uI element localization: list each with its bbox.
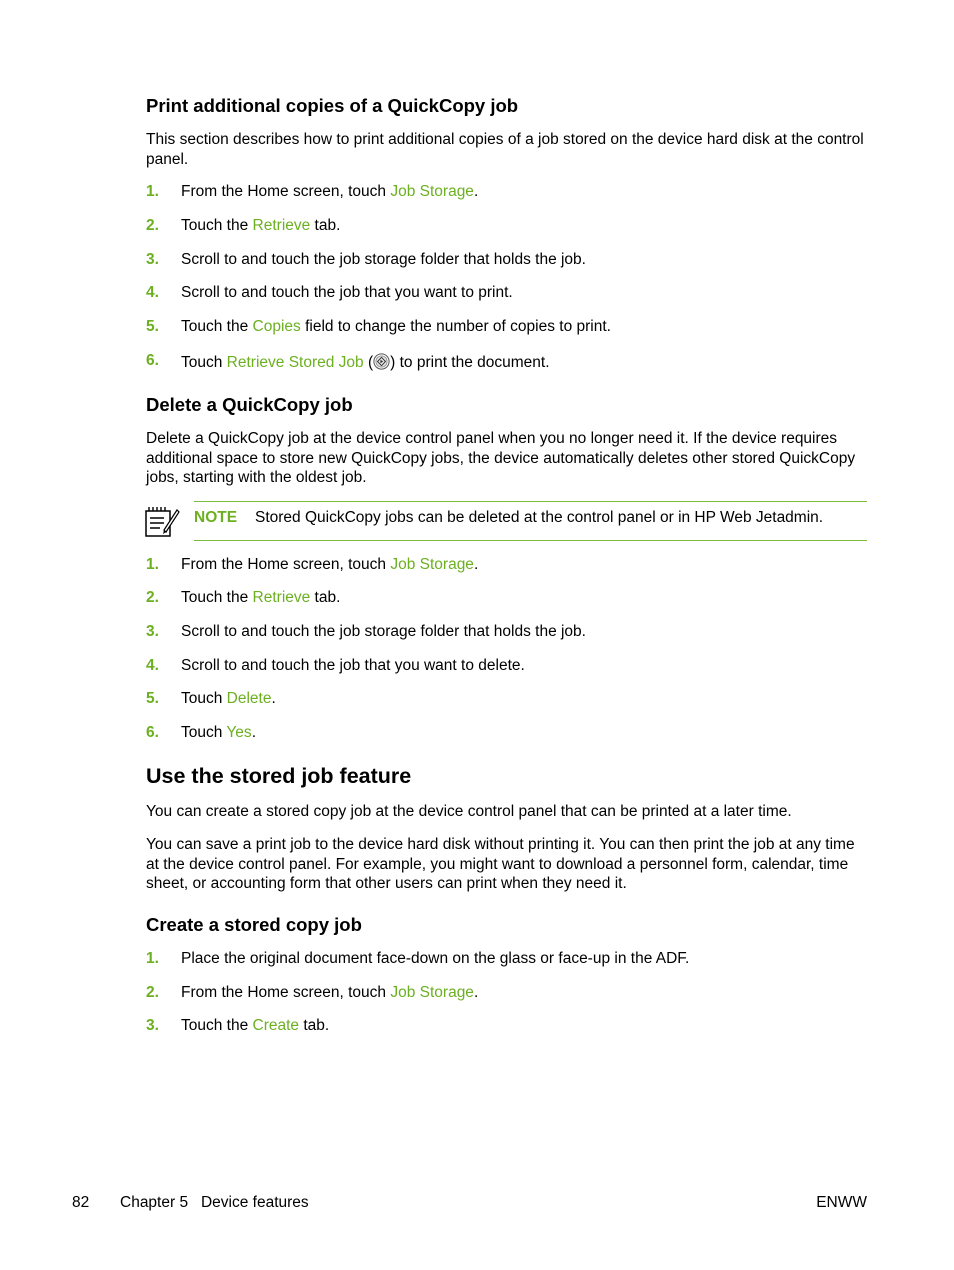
step-number: 1. <box>146 950 159 967</box>
step-text: Touch the <box>181 589 253 606</box>
stored-job-paragraph: You can create a stored copy job at the device control panel that can be printed at a later time. <box>146 803 792 820</box>
ui-term: Delete <box>226 690 272 707</box>
step-number: 2. <box>146 984 159 1001</box>
note-top-rule <box>194 501 867 502</box>
page-number: 82 <box>72 1194 90 1211</box>
ui-term: Job Storage <box>390 556 474 573</box>
step-text: ) to print the document. <box>390 354 550 371</box>
step-text: . <box>473 556 479 573</box>
step-text: Touch the <box>181 318 253 335</box>
step-text: Scroll to and touch the job storage folder that holds the job. <box>181 251 586 268</box>
step-number: 2. <box>146 589 159 606</box>
step-text: Touch <box>181 724 227 741</box>
print-copies-intro: This section describes how to print additional copies of a job stored on the device hard disk at the control panel. <box>146 131 864 168</box>
step-text: Touch the <box>181 217 253 234</box>
step-number: 4. <box>146 284 159 301</box>
step-text: Scroll to and touch the job storage folder that holds the job. <box>181 623 586 640</box>
ui-term: Retrieve Stored Job <box>226 354 364 371</box>
step-text: . <box>473 984 479 1001</box>
step-number: 5. <box>146 318 159 335</box>
section-heading-stored-job: Use the stored job feature <box>146 764 412 788</box>
step-text: tab. <box>310 589 341 606</box>
ui-term: Retrieve <box>252 589 311 606</box>
step-text: . <box>251 724 256 741</box>
step-text: . <box>271 690 276 707</box>
step-text: tab. <box>310 217 341 234</box>
step-number: 3. <box>146 251 159 268</box>
step-text: field to change the number of copies to print. <box>300 318 611 335</box>
note-pad-icon <box>144 504 180 538</box>
step-text: Touch <box>181 690 227 707</box>
note-label: NOTE <box>194 509 238 526</box>
step-number: 6. <box>146 352 159 369</box>
step-number: 5. <box>146 690 159 707</box>
start-button-icon <box>373 353 390 370</box>
step-number: 1. <box>146 183 159 200</box>
step-number: 3. <box>146 623 159 640</box>
step-text: ( <box>363 354 374 371</box>
step-text: Scroll to and touch the job that you want to print. <box>181 284 513 301</box>
ui-term: Job Storage <box>390 183 474 200</box>
section-heading-print-copies: Print additional copies of a QuickCopy job <box>146 95 519 116</box>
note-bottom-rule <box>194 540 867 541</box>
step-text: From the Home screen, touch <box>181 183 391 200</box>
ui-term: Job Storage <box>390 984 474 1001</box>
step-text: Scroll to and touch the job that you want to delete. <box>181 657 525 674</box>
delete-job-intro: Delete a QuickCopy job at the device control panel when you no longer need it. If the device requires additional space to store new QuickCopy jobs, the device automatically deletes other stored QuickCopy jobs, starting with the oldest job. <box>146 430 856 486</box>
footer-enww: ENWW <box>816 1194 867 1211</box>
ui-term: Retrieve <box>252 217 311 234</box>
step-number: 1. <box>146 556 159 573</box>
step-number: 6. <box>146 724 159 741</box>
ui-term: Yes <box>226 724 252 741</box>
step-text: Touch the <box>181 1017 253 1034</box>
section-heading-delete-job: Delete a QuickCopy job <box>146 394 353 415</box>
step-number: 4. <box>146 657 159 674</box>
section-heading-create-job: Create a stored copy job <box>146 914 362 935</box>
stored-job-paragraph: You can save a print job to the device hard disk without printing it. You can then print the job at any time at the device control panel. For example, you might want to download a personnel form, calendar, time sheet, or accounting form that other users can print when they need it. <box>146 836 855 892</box>
step-text: Touch <box>181 354 227 371</box>
footer-chapter: Chapter 5 Device features <box>120 1194 309 1211</box>
step-number: 2. <box>146 217 159 234</box>
ui-term: Copies <box>252 318 301 335</box>
note-text: Stored QuickCopy jobs can be deleted at the control panel or in HP Web Jetadmin. <box>255 509 824 526</box>
step-text: . <box>473 183 479 200</box>
step-text: From the Home screen, touch <box>181 556 391 573</box>
ui-term: Create <box>252 1017 300 1034</box>
step-text: Place the original document face-down on the glass or face-up in the ADF. <box>181 950 690 967</box>
step-number: 3. <box>146 1017 159 1034</box>
step-text: tab. <box>299 1017 330 1034</box>
step-text: From the Home screen, touch <box>181 984 391 1001</box>
